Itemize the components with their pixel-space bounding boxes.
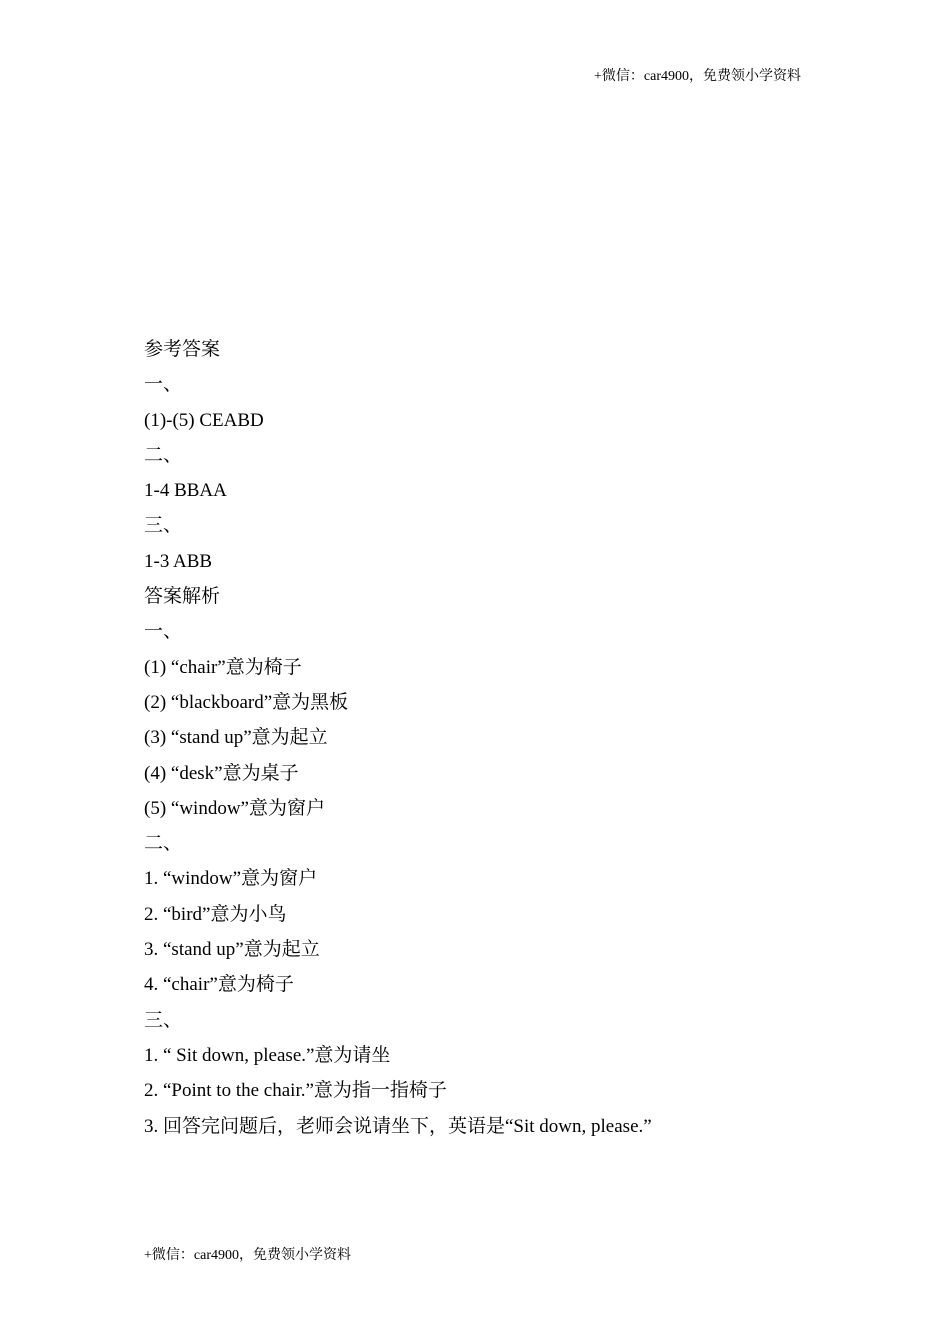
analysis-line: 2. “bird”意为小鸟 [144, 903, 287, 925]
analysis-line: (5) “window”意为窗户 [144, 797, 325, 819]
section-number-2: 二、 [144, 444, 183, 466]
analysis-line: 3. “stand up”意为起立 [144, 939, 320, 961]
section-number-3: 三、 [144, 1009, 183, 1031]
analysis-line: (3) “stand up”意为起立 [144, 727, 328, 749]
analysis-line: 2. “Point to the chair.”意为指一指椅子 [144, 1080, 447, 1102]
section-title-reference-answers: 参考答案 [144, 339, 221, 360]
analysis-line: 4. “chair”意为椅子 [144, 974, 294, 996]
section-number-1: 一、 [144, 374, 183, 396]
header-watermark-note: +微信：car4900，免费领小学资料 [594, 69, 801, 84]
analysis-line: 3. 回答完问题后，老师会说请坐下，英语是“Sit down, please.” [144, 1115, 652, 1137]
answer-line: (1)-(5) CEABD [144, 409, 264, 431]
analysis-line: 1. “ Sit down, please.”意为请坐 [144, 1044, 391, 1066]
section-title-answer-analysis: 答案解析 [144, 586, 221, 608]
analysis-line: (1) “chair”意为椅子 [144, 656, 302, 678]
section-number-3: 三、 [144, 515, 183, 537]
analysis-line: (2) “blackboard”意为黑板 [144, 691, 349, 713]
section-number-2: 二、 [144, 833, 183, 855]
analysis-line: (4) “desk”意为桌子 [144, 762, 299, 784]
analysis-line: 1. “window”意为窗户 [144, 868, 318, 890]
answer-line: 1-3 ABB [144, 550, 213, 572]
section-number-1: 一、 [144, 621, 183, 643]
answer-line: 1-4 BBAA [144, 480, 227, 502]
answer-content [144, 332, 824, 1144]
footer-watermark-note: +微信：car4900，免费领小学资料 [144, 1248, 351, 1263]
